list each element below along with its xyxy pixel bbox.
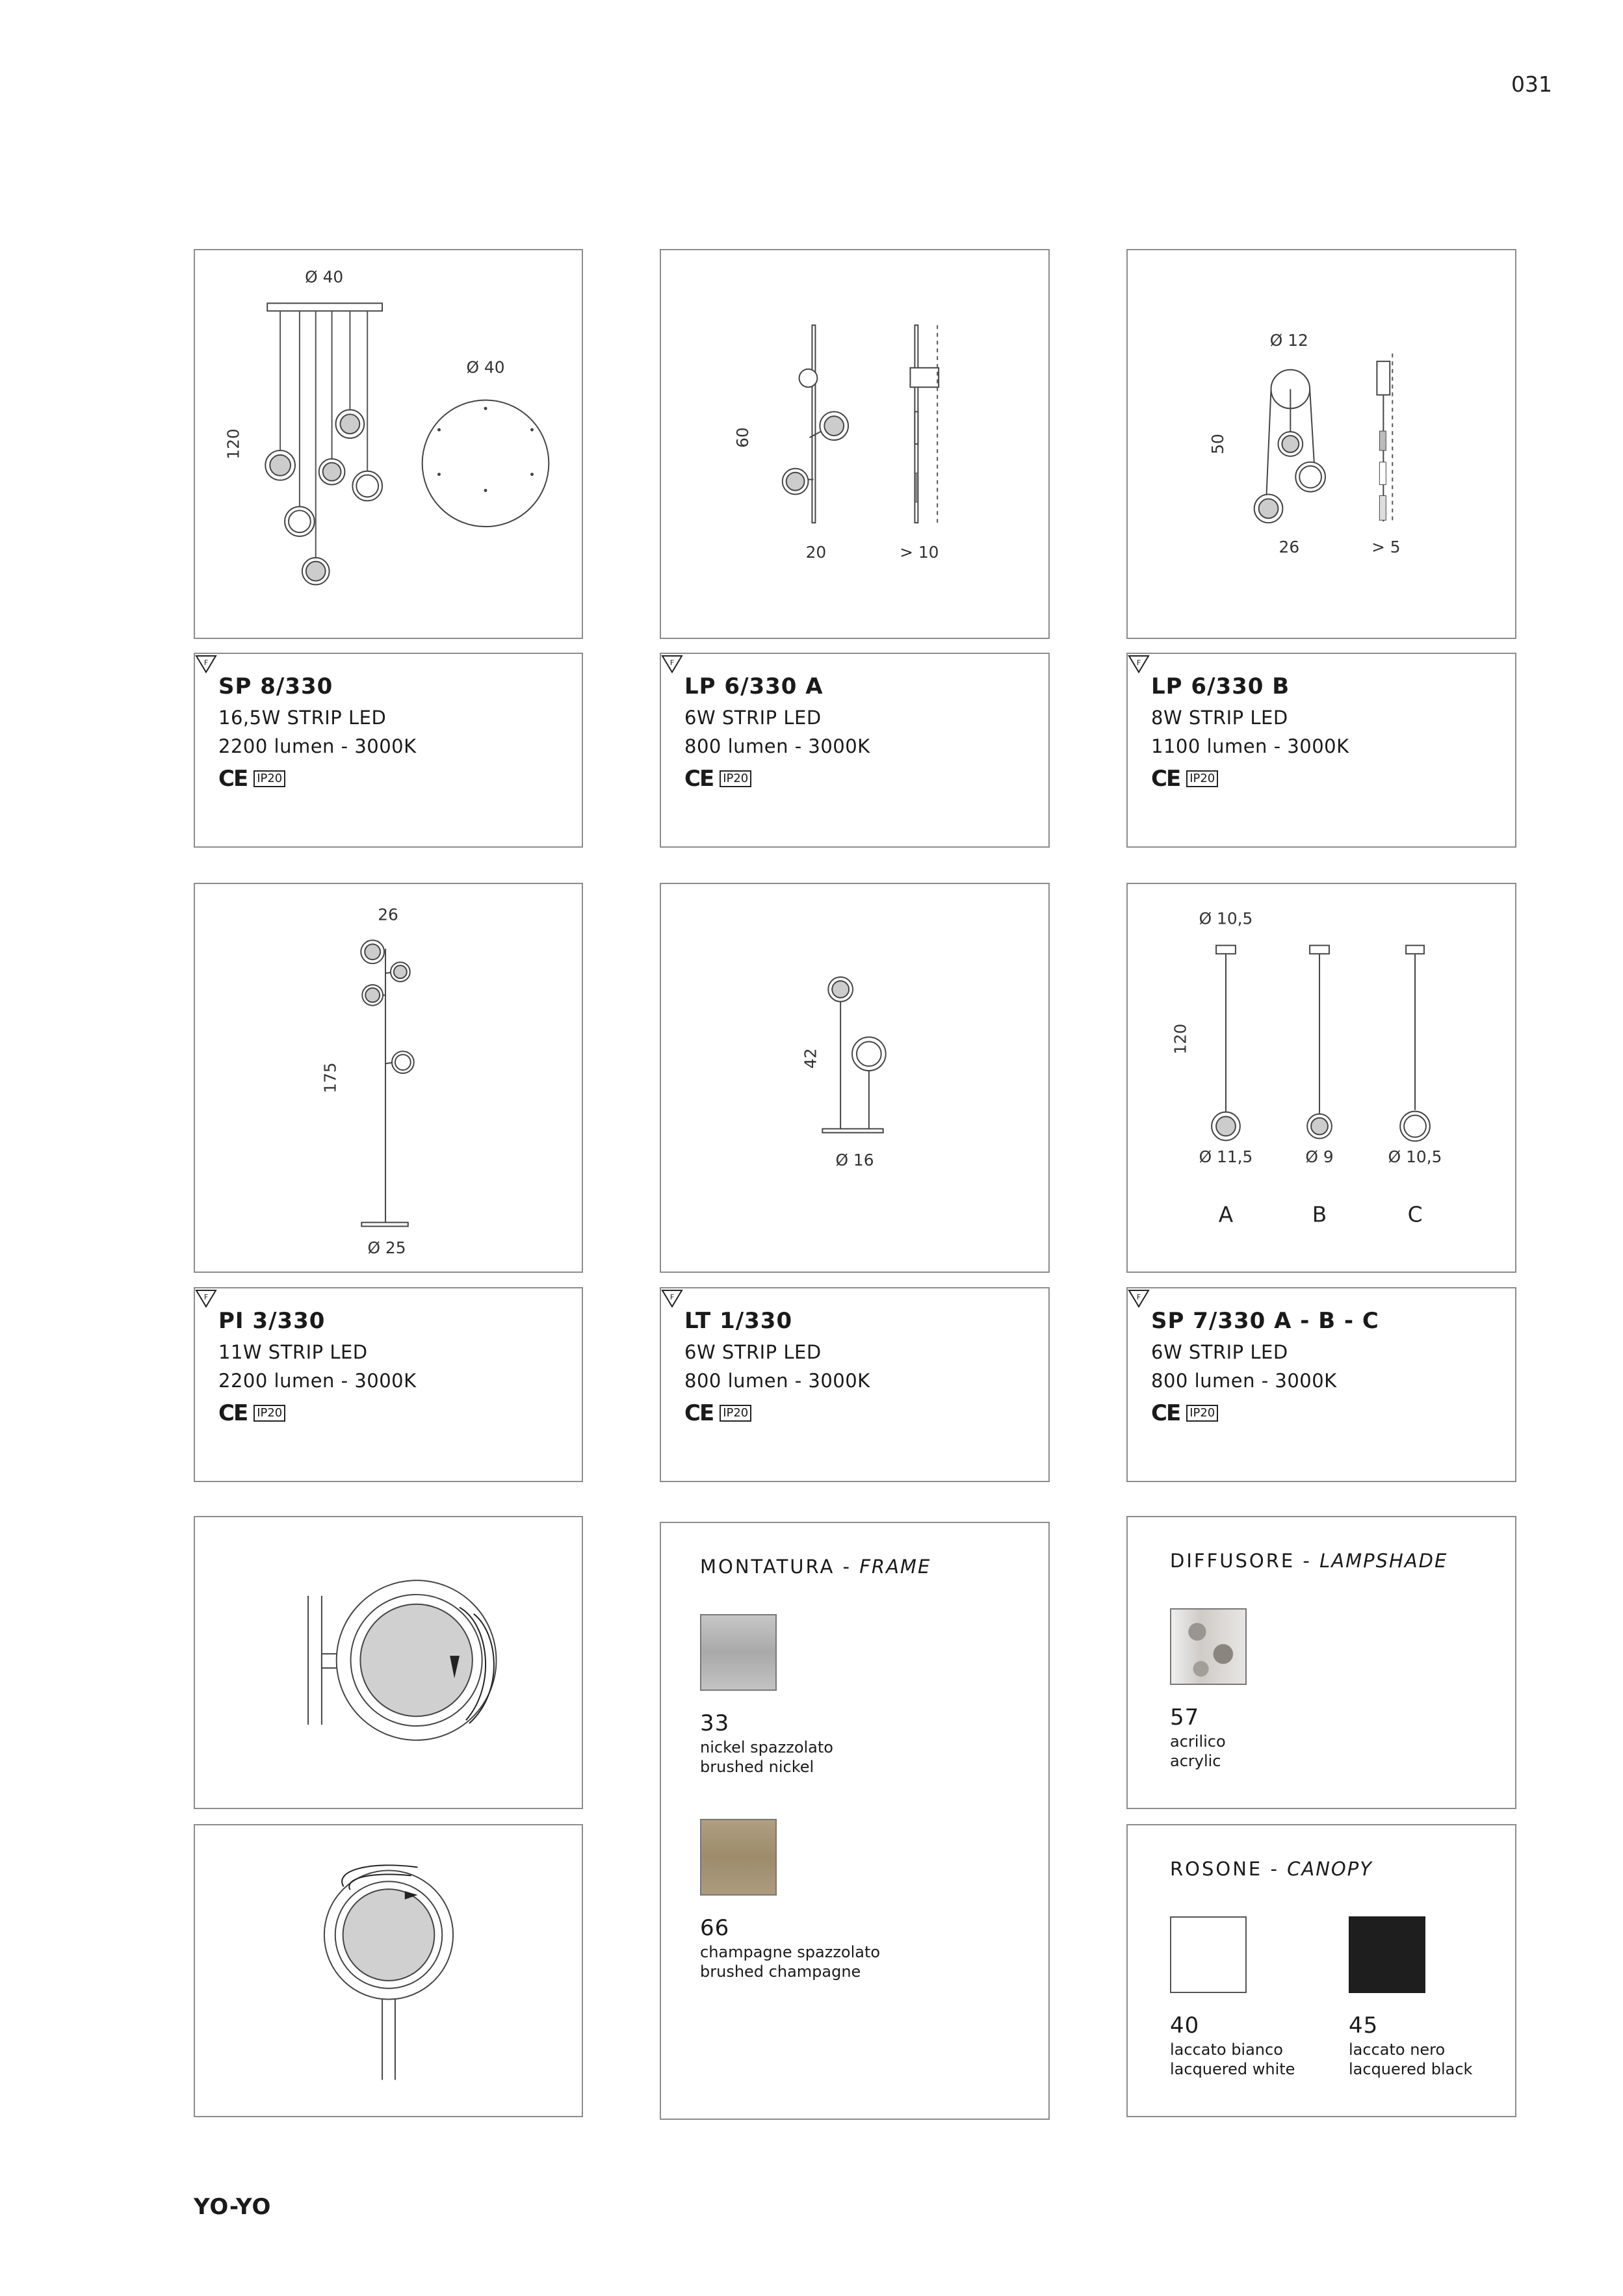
drawing-lp6a — [660, 249, 1050, 639]
spec-card-lp6b — [1126, 653, 1516, 848]
lampshade-name-en-57: acrylic — [1170, 1752, 1221, 1770]
ce-mark: CE — [1151, 766, 1180, 792]
ce-mark: CE — [684, 1400, 714, 1426]
svg-text:F: F — [669, 659, 675, 667]
svg-text:F: F — [203, 659, 209, 667]
spec-card-pi3 — [194, 1287, 583, 1482]
swatch-acrylic — [1170, 1608, 1247, 1685]
sp7-technical-drawing — [1128, 884, 1515, 1272]
frame-name-en-33: brushed nickel — [700, 1758, 814, 1776]
frame-name-it-33: nickel spazzolato — [700, 1738, 833, 1756]
svg-text:F: F — [1136, 1293, 1141, 1301]
product-power: 8W STRIP LED — [1151, 707, 1288, 729]
sp7-dim-a: Ø 11,5 — [1199, 1147, 1253, 1167]
product-output: 800 lumen - 3000K — [1151, 1370, 1337, 1392]
product-power: 6W STRIP LED — [684, 707, 822, 729]
product-code: PI 3/330 — [218, 1308, 326, 1334]
sp7-label-a: A — [1218, 1202, 1234, 1227]
svg-text:F: F — [669, 1293, 675, 1301]
rotation-diagram-floor — [194, 1824, 583, 2117]
ip-rating: IP20 — [720, 1405, 751, 1422]
lp6b-height-dim: 50 — [1208, 434, 1228, 454]
frame-title-en: FRAME — [859, 1556, 931, 1578]
lampshade-code-57: 57 — [1170, 1704, 1200, 1730]
finish-canopy-card — [1126, 1824, 1516, 2117]
lp6a-width-dim: 20 — [805, 542, 827, 562]
product-code: LP 6/330 A — [684, 673, 824, 699]
sp7-label-b: B — [1312, 1202, 1327, 1227]
lp6a-depth-dim: > 10 — [900, 542, 939, 562]
spec-card-sp8 — [194, 653, 583, 848]
ce-mark: CE — [218, 766, 248, 792]
canopy-title-it: ROSONE — [1170, 1858, 1263, 1880]
svg-text:F: F — [1136, 659, 1141, 667]
frame-name-it-66: champagne spazzolato — [700, 1943, 881, 1961]
pi3-top-dim: 26 — [378, 905, 398, 924]
spec-card-sp7 — [1126, 1287, 1516, 1482]
lt1-base-dim: Ø 16 — [835, 1151, 874, 1170]
f-class-triangle-icon — [661, 654, 683, 673]
frame-code-66: 66 — [700, 1915, 730, 1941]
collection-name: YO-YO — [194, 2194, 272, 2220]
swatch-brushed-nickel — [700, 1614, 777, 1691]
sp7-label-c: C — [1407, 1202, 1423, 1227]
pi3-technical-drawing — [195, 884, 582, 1272]
f-class-triangle-icon — [1128, 1288, 1150, 1308]
finish-frame-card — [660, 1522, 1050, 2120]
product-output: 800 lumen - 3000K — [684, 735, 870, 757]
page-number: 031 — [1511, 72, 1552, 97]
sp7-dim-c: Ø 10,5 — [1388, 1147, 1442, 1167]
svg-text:F: F — [203, 1293, 209, 1301]
sp7-height-dim: 120 — [1171, 1023, 1190, 1055]
rotation-diagram-wall — [194, 1516, 583, 1809]
drawing-lp6b — [1126, 249, 1516, 639]
ip-rating: IP20 — [1186, 770, 1218, 787]
lt1-height-dim: 42 — [801, 1048, 820, 1069]
product-output: 2200 lumen - 3000K — [218, 735, 417, 757]
ip-rating: IP20 — [253, 770, 285, 787]
sp8-top-dim: Ø 40 — [305, 267, 344, 287]
finish-lampshade-card — [1126, 1516, 1516, 1809]
spec-card-lt1 — [660, 1287, 1050, 1482]
product-power: 6W STRIP LED — [684, 1341, 822, 1363]
product-code: SP 7/330 A - B - C — [1151, 1308, 1379, 1334]
frame-title: MONTATURA - FRAME — [700, 1556, 931, 1578]
product-power: 11W STRIP LED — [218, 1341, 368, 1363]
ce-mark: CE — [1151, 1400, 1180, 1426]
frame-code-33: 33 — [700, 1710, 730, 1736]
product-code: LT 1/330 — [684, 1308, 793, 1334]
spec-card-lp6a — [660, 653, 1050, 848]
product-output: 1100 lumen - 3000K — [1151, 735, 1349, 757]
sp8-technical-drawing — [195, 250, 582, 638]
lt1-technical-drawing — [661, 884, 1048, 1272]
lampshade-name-it-57: acrilico — [1170, 1732, 1226, 1751]
pi3-base-dim: Ø 25 — [367, 1238, 406, 1258]
canopy-name-it-45: laccato nero — [1349, 2041, 1446, 2059]
canopy-title: ROSONE - CANOPY — [1170, 1858, 1373, 1880]
canopy-name-en-45: lacquered black — [1349, 2060, 1473, 2078]
lp6a-technical-drawing — [661, 250, 1048, 638]
lampshade-title: DIFFUSORE - LAMPSHADE — [1170, 1550, 1448, 1572]
f-class-triangle-icon — [195, 1288, 217, 1308]
product-code: LP 6/330 B — [1151, 673, 1290, 699]
swatch-brushed-champagne — [700, 1819, 777, 1896]
f-class-triangle-icon — [661, 1288, 683, 1308]
product-power: 6W STRIP LED — [1151, 1341, 1288, 1363]
rotate-lampshade-wall-illustration — [195, 1517, 582, 1808]
lampshade-title-en: LAMPSHADE — [1319, 1550, 1448, 1572]
lp6a-height-dim: 60 — [733, 427, 753, 448]
rotate-lampshade-floor-illustration — [195, 1825, 582, 2116]
f-class-triangle-icon — [195, 654, 217, 673]
lp6b-top-dim: Ø 12 — [1269, 331, 1308, 350]
canopy-code-45: 45 — [1349, 2013, 1379, 2039]
drawing-sp7 — [1126, 883, 1516, 1273]
frame-name-en-66: brushed champagne — [700, 1963, 861, 1981]
ce-mark: CE — [218, 1400, 248, 1426]
drawing-lt1 — [660, 883, 1050, 1273]
drawing-pi3 — [194, 883, 583, 1273]
swatch-lacquered-white — [1170, 1916, 1247, 1993]
ce-mark: CE — [684, 766, 714, 792]
canopy-name-it-40: laccato bianco — [1170, 2041, 1283, 2059]
sp8-shades — [265, 410, 382, 584]
f-class-triangle-icon — [1128, 654, 1150, 673]
sp8-round-dim: Ø 40 — [466, 358, 505, 377]
lampshade-title-it: DIFFUSORE — [1170, 1550, 1295, 1572]
lp6b-depth-dim: > 5 — [1371, 537, 1401, 556]
drawing-sp8 — [194, 249, 583, 639]
lp6b-technical-drawing — [1128, 250, 1515, 638]
product-output: 2200 lumen - 3000K — [218, 1370, 417, 1392]
sp7-dim-b: Ø 9 — [1305, 1147, 1334, 1167]
ip-rating: IP20 — [253, 1405, 285, 1422]
canopy-title-en: CANOPY — [1287, 1858, 1373, 1880]
frame-title-it: MONTATURA — [700, 1556, 835, 1578]
product-code: SP 8/330 — [218, 673, 333, 699]
product-output: 800 lumen - 3000K — [684, 1370, 870, 1392]
sp7-top-dim: Ø 10,5 — [1199, 909, 1253, 928]
product-power: 16,5W STRIP LED — [218, 707, 387, 729]
canopy-code-40: 40 — [1170, 2013, 1200, 2039]
canopy-name-en-40: lacquered white — [1170, 2060, 1295, 2078]
sp8-height-dim: 120 — [224, 428, 243, 460]
swatch-lacquered-black — [1349, 1916, 1425, 1993]
ip-rating: IP20 — [1186, 1405, 1218, 1422]
ip-rating: IP20 — [720, 770, 751, 787]
pi3-height-dim: 175 — [320, 1062, 340, 1093]
lp6b-width-dim: 26 — [1279, 537, 1300, 556]
